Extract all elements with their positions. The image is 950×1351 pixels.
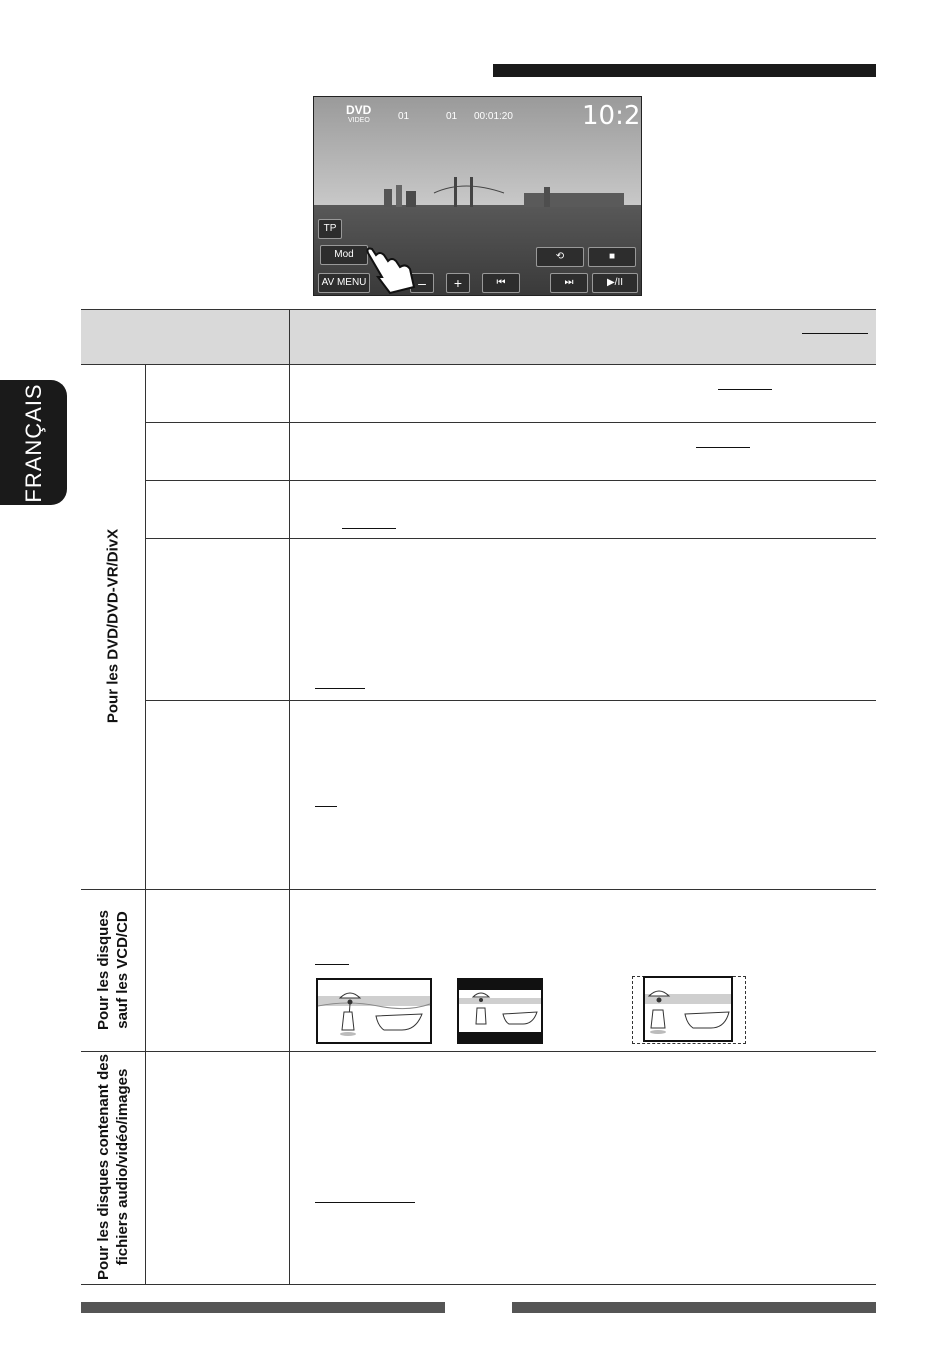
- row-divider: [145, 538, 876, 539]
- repeat-button[interactable]: ⟲: [536, 247, 584, 267]
- default-underline: [718, 389, 772, 390]
- group-label-except-vcd: Pour les disques sauf les VCD/CD: [95, 909, 131, 1031]
- column-divider: [289, 309, 290, 1284]
- row-divider: [145, 700, 876, 701]
- default-underline: [315, 688, 365, 689]
- clock: 10:28: [582, 101, 657, 131]
- row-divider: [81, 364, 876, 365]
- language-label: FRANÇAIS: [20, 382, 46, 503]
- top-title-bar: [493, 64, 876, 77]
- volume-up-button[interactable]: +: [446, 273, 470, 293]
- default-underline: [315, 1202, 415, 1203]
- next-button[interactable]: ⏭: [550, 273, 588, 293]
- row-divider: [145, 480, 876, 481]
- device-screenshot: [313, 96, 657, 296]
- default-underline: [315, 806, 337, 807]
- row-divider: [145, 422, 876, 423]
- volume-down-button[interactable]: –: [410, 273, 434, 293]
- prev-button[interactable]: ⏮: [482, 273, 520, 293]
- group-label-files: Pour les disques contenant des fichiers audio/vidéo/images: [95, 1054, 131, 1280]
- tp-button[interactable]: TP: [318, 219, 342, 239]
- chapter-number: 01: [446, 111, 458, 122]
- footer-bar-left: [81, 1302, 445, 1313]
- table-bottom-border: [81, 1284, 876, 1285]
- letterbox-illustration: [457, 978, 543, 1044]
- source-sub: VIDEO: [348, 117, 370, 124]
- default-underline: [696, 447, 750, 448]
- title-number: 01: [398, 111, 410, 122]
- column-divider: [145, 364, 146, 1284]
- default-underline: [342, 528, 396, 529]
- group-label-dvd: Pour les DVD/DVD-VR/DivX: [104, 528, 122, 724]
- source-label: DVD: [346, 103, 372, 117]
- header-underline: [802, 333, 868, 334]
- footer-bar-right: [512, 1302, 876, 1313]
- row-divider: [81, 889, 876, 890]
- table-header: [81, 309, 876, 364]
- stop-button[interactable]: ■: [588, 247, 636, 267]
- row-divider: [81, 1051, 876, 1052]
- skyline-graphic: [374, 175, 634, 207]
- mode-button[interactable]: Mod: [320, 245, 368, 265]
- wide-screen-illustration: [316, 978, 432, 1044]
- language-tab: [0, 380, 67, 505]
- av-menu-button[interactable]: AV MENU: [318, 273, 370, 293]
- table-top-border: [81, 309, 876, 310]
- play-pause-button[interactable]: ▶/II: [592, 273, 638, 293]
- play-time: 00:01:20: [474, 111, 513, 122]
- panscan-illustration: [643, 976, 733, 1042]
- default-underline: [315, 964, 349, 965]
- hand-pointer-icon: [360, 247, 420, 297]
